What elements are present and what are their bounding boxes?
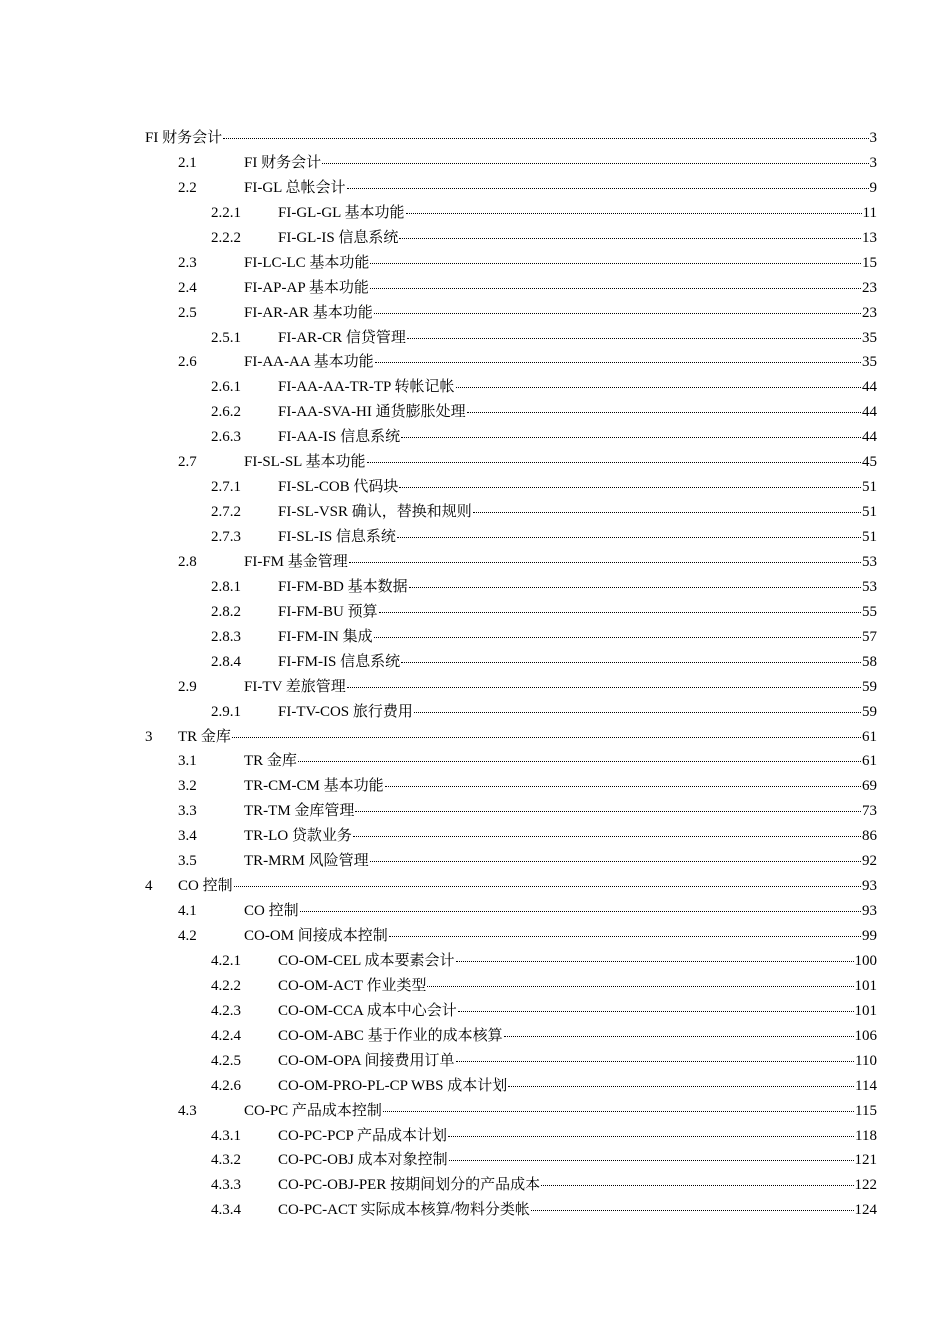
toc-dot-leader xyxy=(349,562,861,563)
toc-entry-number: 4.3.1 xyxy=(211,1127,241,1144)
toc-entry-title: FI-AA-SVA-HI 通货膨胀处理 xyxy=(278,404,466,421)
toc-entry-number: 4.2.4 xyxy=(211,1027,241,1044)
toc-dot-leader xyxy=(541,1185,853,1186)
toc-entry-number: 2.8.3 xyxy=(211,628,241,645)
toc-entry-number: 4.3 xyxy=(178,1102,197,1119)
toc-entry-title: FI-FM-IN 集成 xyxy=(278,628,373,645)
toc-entry-page: 23 xyxy=(862,279,877,296)
toc-entry-page: 99 xyxy=(862,928,877,944)
toc-entry-number: 4.3.4 xyxy=(211,1202,241,1219)
toc-entry[interactable] xyxy=(145,350,877,375)
toc-entry-page: 101 xyxy=(854,1002,877,1019)
toc-entry-number: 3.1 xyxy=(178,753,197,770)
toc-entry-title: FI-AA-IS 信息系统 xyxy=(278,429,401,446)
toc-dot-leader xyxy=(374,637,861,638)
toc-entry-title: FI-TV-COS 旅行费用 xyxy=(278,703,413,720)
toc-entry[interactable] xyxy=(145,1099,877,1124)
toc-entry-number: 2.2 xyxy=(178,179,197,196)
toc-entry-number: 2.9.1 xyxy=(211,703,241,720)
toc-entry-number: 2.4 xyxy=(178,279,197,296)
toc-entry[interactable] xyxy=(145,525,877,550)
toc-entry-title: FI-SL-VSR 确认，替换和规则 xyxy=(278,504,472,521)
toc-dot-leader xyxy=(223,138,868,139)
toc-entry-title: FI-LC-LC 基本功能 xyxy=(244,254,370,271)
toc-dot-leader xyxy=(397,537,861,538)
toc-dot-leader xyxy=(353,836,861,837)
toc-entry-number: 2.5 xyxy=(178,304,197,321)
toc-entry-number: 2.7.2 xyxy=(211,504,241,521)
toc-entry[interactable] xyxy=(145,999,877,1024)
toc-entry-page: 73 xyxy=(862,803,877,820)
toc-entry-title: FI-GL-IS 信息系统 xyxy=(278,229,399,246)
toc-entry-page: 51 xyxy=(862,529,877,545)
toc-entry-title: FI-AR-CR 信贷管理 xyxy=(278,329,406,346)
toc-entry-title: FI-FM-IS 信息系统 xyxy=(278,653,401,670)
toc-entry[interactable] xyxy=(145,725,877,750)
toc-dot-leader xyxy=(347,687,861,688)
toc-entry[interactable] xyxy=(145,1024,877,1049)
toc-entry[interactable] xyxy=(145,425,877,450)
toc-entry-number: 2.8.4 xyxy=(211,653,241,670)
toc-entry-number: 3.4 xyxy=(178,828,197,845)
toc-entry-page: 3 xyxy=(869,130,877,146)
toc-dot-leader xyxy=(427,986,853,987)
toc-dot-leader xyxy=(322,163,868,164)
toc-entry-title: FI-GL 总帐会计 xyxy=(244,179,346,196)
toc-entry-page: 61 xyxy=(862,753,877,770)
toc-entry-title: FI-SL-COB 代码块 xyxy=(278,479,399,496)
toc-entry-page: 9 xyxy=(869,179,877,196)
toc-entry[interactable] xyxy=(145,700,877,725)
toc-entry-title: FI-SL-IS 信息系统 xyxy=(278,529,396,545)
toc-entry-title: FI 财务会计 xyxy=(145,130,223,146)
toc-entry-page: 59 xyxy=(862,703,877,720)
toc-entry[interactable] xyxy=(145,151,877,176)
toc-dot-leader xyxy=(508,1086,854,1087)
toc-entry[interactable] xyxy=(145,1148,877,1173)
toc-entry-number: 4.2.6 xyxy=(211,1077,241,1094)
toc-entry[interactable] xyxy=(145,500,877,525)
toc-dot-leader xyxy=(385,786,861,787)
toc-dot-leader xyxy=(458,1011,854,1012)
toc-entry[interactable] xyxy=(145,1049,877,1074)
toc-entry-number: 2.6 xyxy=(178,354,197,371)
toc-dot-leader xyxy=(300,911,861,912)
toc-entry-page: 44 xyxy=(862,379,877,396)
toc-dot-leader xyxy=(355,811,861,812)
toc-entry[interactable] xyxy=(145,1074,877,1099)
toc-entry[interactable] xyxy=(145,1173,877,1198)
toc-entry[interactable] xyxy=(145,475,877,500)
toc-entry-page: 15 xyxy=(862,254,877,271)
toc-entry[interactable] xyxy=(145,575,877,600)
toc-entry-title: FI-TV 差旅管理 xyxy=(244,678,346,695)
toc-dot-leader xyxy=(456,961,854,962)
toc-entry-title: FI-AA-AA 基本功能 xyxy=(244,354,374,371)
toc-entry-page: 59 xyxy=(862,678,877,695)
toc-entry-page: 44 xyxy=(862,404,877,421)
toc-entry-page: 45 xyxy=(862,454,877,471)
toc-entry-number: 2.7 xyxy=(178,454,197,471)
toc-entry-title: TR-CM-CM 基本功能 xyxy=(244,778,384,795)
toc-dot-leader xyxy=(234,886,861,887)
toc-entry-number: 4 xyxy=(145,878,153,895)
toc-entry-number: 4.2.3 xyxy=(211,1002,241,1019)
toc-entry-page: 69 xyxy=(862,778,877,795)
toc-entry-page: 3 xyxy=(869,154,877,171)
toc-entry-page: 115 xyxy=(855,1102,877,1119)
toc-entry-title: FI-AR-AR 基本功能 xyxy=(244,304,373,321)
toc-entry[interactable] xyxy=(145,974,877,999)
toc-dot-leader xyxy=(414,712,861,713)
toc-entry-title: TR-LO 贷款业务 xyxy=(244,828,352,845)
toc-dot-leader xyxy=(531,1210,854,1211)
toc-dot-leader xyxy=(383,1111,854,1112)
toc-entry-title: FI-AP-AP 基本功能 xyxy=(244,279,369,296)
toc-entry[interactable] xyxy=(145,201,877,226)
toc-entry-number: 3.5 xyxy=(178,853,197,870)
toc-entry-title: CO-OM-CCA 成本中心会计 xyxy=(278,1002,457,1019)
toc-entry-title: FI-GL-GL 基本功能 xyxy=(278,204,405,221)
toc-entry[interactable] xyxy=(145,1124,877,1149)
toc-dot-leader xyxy=(448,1136,854,1137)
toc-dot-leader xyxy=(370,861,861,862)
toc-entry[interactable] xyxy=(145,675,877,700)
toc-dot-leader xyxy=(407,338,861,339)
toc-entry[interactable] xyxy=(145,400,877,425)
toc-entry-number: 2.8 xyxy=(178,553,197,570)
toc-entry-number: 4.1 xyxy=(178,903,197,920)
toc-entry-number: 4.2.1 xyxy=(211,952,241,969)
toc-entry-page: 55 xyxy=(862,603,877,620)
toc-entry-page: 93 xyxy=(862,878,877,895)
toc-entry-number: 2.7.1 xyxy=(211,479,241,496)
toc-entry-number: 4.2 xyxy=(178,928,197,944)
toc-entry-title: FI 财务会计 xyxy=(244,154,322,171)
toc-entry-page: 51 xyxy=(862,479,877,496)
toc-entry-title: CO-PC 产品成本控制 xyxy=(244,1102,382,1119)
toc-entry-page: 61 xyxy=(862,728,877,745)
toc-dot-leader xyxy=(298,761,861,762)
toc-entry-page: 57 xyxy=(862,628,877,645)
toc-entry[interactable] xyxy=(145,600,877,625)
toc-entry-page: 86 xyxy=(862,828,877,845)
toc-entry-title: FI-AA-AA-TR-TP 转帐记帐 xyxy=(278,379,455,396)
toc-entry-number: 4.3.2 xyxy=(211,1152,241,1169)
toc-entry-number: 2.7.3 xyxy=(211,529,241,545)
toc-entry-number: 2.5.1 xyxy=(211,329,241,346)
toc-entry-page: 35 xyxy=(862,354,877,371)
toc-dot-leader xyxy=(456,387,861,388)
toc-entry-number: 2.8.2 xyxy=(211,603,241,620)
toc-dot-leader xyxy=(232,737,861,738)
toc-entry[interactable] xyxy=(145,375,877,400)
toc-entry-page: 106 xyxy=(854,1027,877,1044)
toc-dot-leader xyxy=(473,512,861,513)
toc-entry-number: 2.2.2 xyxy=(211,229,241,246)
toc-dot-leader xyxy=(401,662,861,663)
toc-entry-page: 114 xyxy=(855,1077,877,1094)
toc-dot-leader xyxy=(406,213,862,214)
toc-entry-number: 2.1 xyxy=(178,154,197,171)
toc-entry[interactable] xyxy=(145,226,877,251)
toc-entry[interactable] xyxy=(145,749,877,774)
toc-dot-leader xyxy=(347,188,869,189)
toc-entry-page: 23 xyxy=(862,304,877,321)
toc-entry[interactable] xyxy=(145,1198,877,1223)
toc-dot-leader xyxy=(379,612,861,613)
toc-entry-title: CO 控制 xyxy=(244,903,299,920)
toc-entry-page: 93 xyxy=(862,903,877,920)
toc-entry[interactable] xyxy=(145,301,877,326)
toc-dot-leader xyxy=(375,362,861,363)
toc-entry-page: 110 xyxy=(855,1052,877,1069)
toc-entry[interactable] xyxy=(145,824,877,849)
toc-entry-title: CO-PC-ACT 实际成本核算/物料分类帐 xyxy=(278,1202,530,1219)
toc-entry-number: 2.6.1 xyxy=(211,379,241,396)
toc-entry-page: 58 xyxy=(862,653,877,670)
toc-dot-leader xyxy=(389,936,861,937)
toc-dot-leader xyxy=(370,263,861,264)
toc-entry-page: 101 xyxy=(854,977,877,994)
toc-entry-title: FI-FM-BD 基本数据 xyxy=(278,578,408,595)
table-of-contents xyxy=(145,126,877,1223)
toc-dot-leader xyxy=(401,437,861,438)
toc-entry-page: 118 xyxy=(855,1127,877,1144)
toc-entry-title: CO-OM-PRO-PL-CP WBS 成本计划 xyxy=(278,1077,508,1094)
toc-dot-leader xyxy=(399,238,861,239)
toc-entry-page: 13 xyxy=(862,229,877,246)
toc-entry[interactable] xyxy=(145,625,877,650)
toc-entry-title: CO-OM-ABC 基于作业的成本核算 xyxy=(278,1027,503,1044)
toc-entry-title: FI-FM-BU 预算 xyxy=(278,603,378,620)
toc-entry-page: 53 xyxy=(862,553,877,570)
toc-entry[interactable] xyxy=(145,650,877,675)
toc-entry[interactable] xyxy=(145,276,877,301)
toc-entry-page: 51 xyxy=(862,504,877,521)
toc-entry-number: 3.2 xyxy=(178,778,197,795)
toc-entry-title: CO-OM-ACT 作业类型 xyxy=(278,977,427,994)
toc-entry-number: 2.9 xyxy=(178,678,197,695)
toc-entry-page: 35 xyxy=(862,329,877,346)
toc-dot-leader xyxy=(449,1160,854,1161)
toc-entry-title: CO-OM-CEL 成本要素会计 xyxy=(278,952,455,969)
toc-entry-page: 122 xyxy=(854,1177,877,1194)
toc-entry-page: 121 xyxy=(854,1152,877,1169)
toc-dot-leader xyxy=(370,288,861,289)
toc-entry-title: CO-OM 间接成本控制 xyxy=(244,928,388,944)
toc-dot-leader xyxy=(456,1061,854,1062)
toc-entry-number: 2.2.1 xyxy=(211,204,241,221)
toc-entry-number: 2.6.3 xyxy=(211,429,241,446)
toc-dot-leader xyxy=(399,487,861,488)
toc-entry[interactable] xyxy=(145,949,877,974)
toc-entry[interactable] xyxy=(145,849,877,874)
toc-entry-number: 2.8.1 xyxy=(211,578,241,595)
toc-entry[interactable] xyxy=(145,550,877,575)
toc-entry-page: 100 xyxy=(854,952,877,969)
toc-entry-page: 44 xyxy=(862,429,877,446)
toc-entry-title: CO-OM-OPA 间接费用订单 xyxy=(278,1052,455,1069)
toc-entry-number: 4.2.2 xyxy=(211,977,241,994)
toc-entry-title: TR 金库 xyxy=(178,728,231,745)
toc-entry-number: 3 xyxy=(145,728,153,745)
toc-entry-title: TR-MRM 风险管理 xyxy=(244,853,369,870)
toc-dot-leader xyxy=(367,462,861,463)
toc-dot-leader xyxy=(374,313,861,314)
toc-entry-number: 3.3 xyxy=(178,803,197,820)
toc-entry[interactable] xyxy=(145,924,877,949)
toc-entry-title: CO-PC-PCP 产品成本计划 xyxy=(278,1127,448,1144)
toc-entry-title: TR-TM 金库管理 xyxy=(244,803,355,820)
toc-entry-page: 53 xyxy=(862,578,877,595)
toc-dot-leader xyxy=(504,1036,854,1037)
toc-entry[interactable] xyxy=(145,874,877,899)
toc-entry-page: 92 xyxy=(862,853,877,870)
toc-entry-number: 2.6.2 xyxy=(211,404,241,421)
toc-entry[interactable] xyxy=(145,450,877,475)
toc-entry-page: 11 xyxy=(862,204,877,221)
toc-entry[interactable] xyxy=(145,126,877,151)
toc-entry[interactable] xyxy=(145,251,877,276)
toc-entry-title: CO-PC-OBJ-PER 按期间划分的产品成本 xyxy=(278,1177,541,1194)
toc-entry-title: FI-SL-SL 基本功能 xyxy=(244,454,366,471)
toc-entry[interactable] xyxy=(145,899,877,924)
toc-entry-page: 124 xyxy=(854,1202,877,1219)
toc-dot-leader xyxy=(409,587,861,588)
toc-entry[interactable] xyxy=(145,774,877,799)
toc-entry-number: 4.2.5 xyxy=(211,1052,241,1069)
toc-entry-title: TR 金库 xyxy=(244,753,297,770)
toc-entry[interactable] xyxy=(145,176,877,201)
toc-dot-leader xyxy=(467,412,861,413)
toc-entry-title: FI-FM 基金管理 xyxy=(244,553,348,570)
toc-entry-title: CO 控制 xyxy=(178,878,233,895)
toc-entry[interactable] xyxy=(145,326,877,351)
toc-entry-number: 2.3 xyxy=(178,254,197,271)
toc-entry[interactable] xyxy=(145,799,877,824)
toc-entry-title: CO-PC-OBJ 成本对象控制 xyxy=(278,1152,448,1169)
toc-entry-number: 4.3.3 xyxy=(211,1177,241,1194)
